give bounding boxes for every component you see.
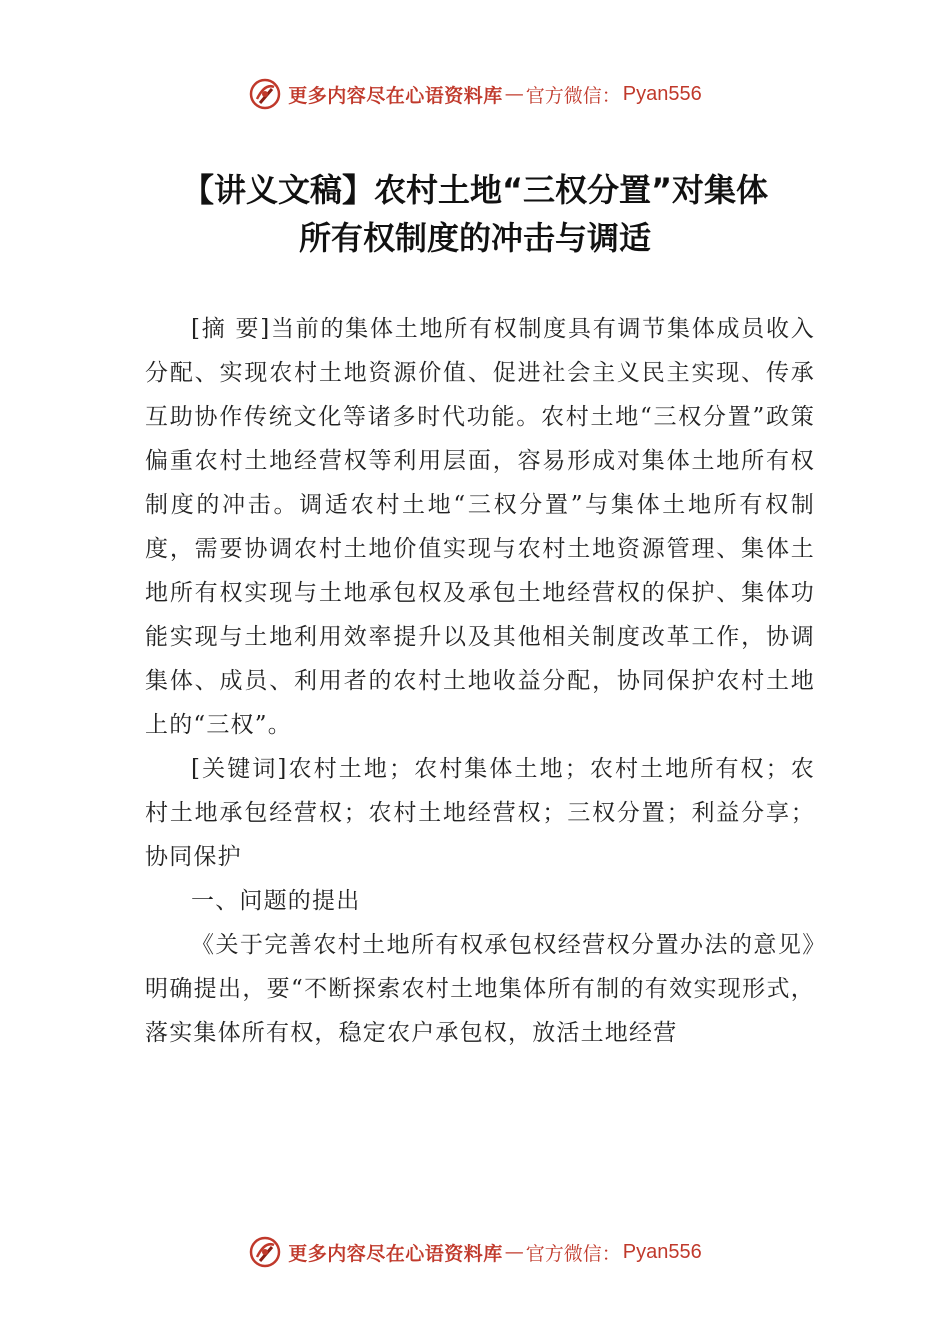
abstract-paragraph: [摘 要]当前的集体土地所有权制度具有调节集体成员收入分配、实现农村土地资源价值、促进社会主义民主实现、传承互助协作传统文化等诸多时代功能。农村土地“三权分置”政策偏重农村土地经营权等利用层面，容易形成对集体土地所有权制度的冲击。调适农村土地“三权分置”与集体土地所有权制度，需要协调农村土地价值实现与农村土地资源管理、集体土地所有权实现与土地承包权及承包土地经营权的保护、集体功能实现与土地利用效率提升以及其他相关制度改革工作，协调集体、成员、利用者的农村土地收益分配，协同保护农村土地上的“三权”。	[145, 316, 815, 738]
header-wechat-label: 官方微信：	[525, 84, 621, 107]
document-title-line-2: 所有权制度的冲击与调适	[298, 219, 651, 257]
header-wechat-id: Pyan556	[622, 82, 702, 105]
header-banner	[0, 74, 950, 114]
header-banner-separator: —	[504, 83, 524, 105]
section-1-heading: 一、问题的提出	[191, 888, 361, 914]
header-banner-text: 更多内容尽在心语资料库	[288, 84, 503, 107]
keywords-paragraph: [关键词]农村土地；农村集体土地；农村土地所有权；农村土地承包经营权；农村土地经营权；三权分置；利益分享；协同保护	[145, 756, 815, 870]
footer-wechat-id: Pyan556	[622, 1240, 702, 1263]
document-title-line-1: 【讲义文稿】农村土地“三权分置”对集体	[181, 171, 769, 209]
section-1-paragraph: 《关于完善农村土地所有权承包权经营权分置办法的意见》明确提出，要“不断探索农村土地集体所有制的有效实现形式，落实集体所有权，稳定农户承包权，放活土地经营	[145, 932, 815, 1046]
footer-banner-text: 更多内容尽在心语资料库	[288, 1242, 503, 1265]
document-title	[120, 166, 830, 262]
footer-wechat-label: 官方微信：	[525, 1242, 621, 1265]
document-body	[145, 307, 815, 1055]
footer-banner-separator: —	[504, 1241, 524, 1263]
brand-logo-icon	[248, 1235, 282, 1269]
brand-logo-icon	[248, 77, 282, 111]
footer-banner	[0, 1232, 950, 1272]
